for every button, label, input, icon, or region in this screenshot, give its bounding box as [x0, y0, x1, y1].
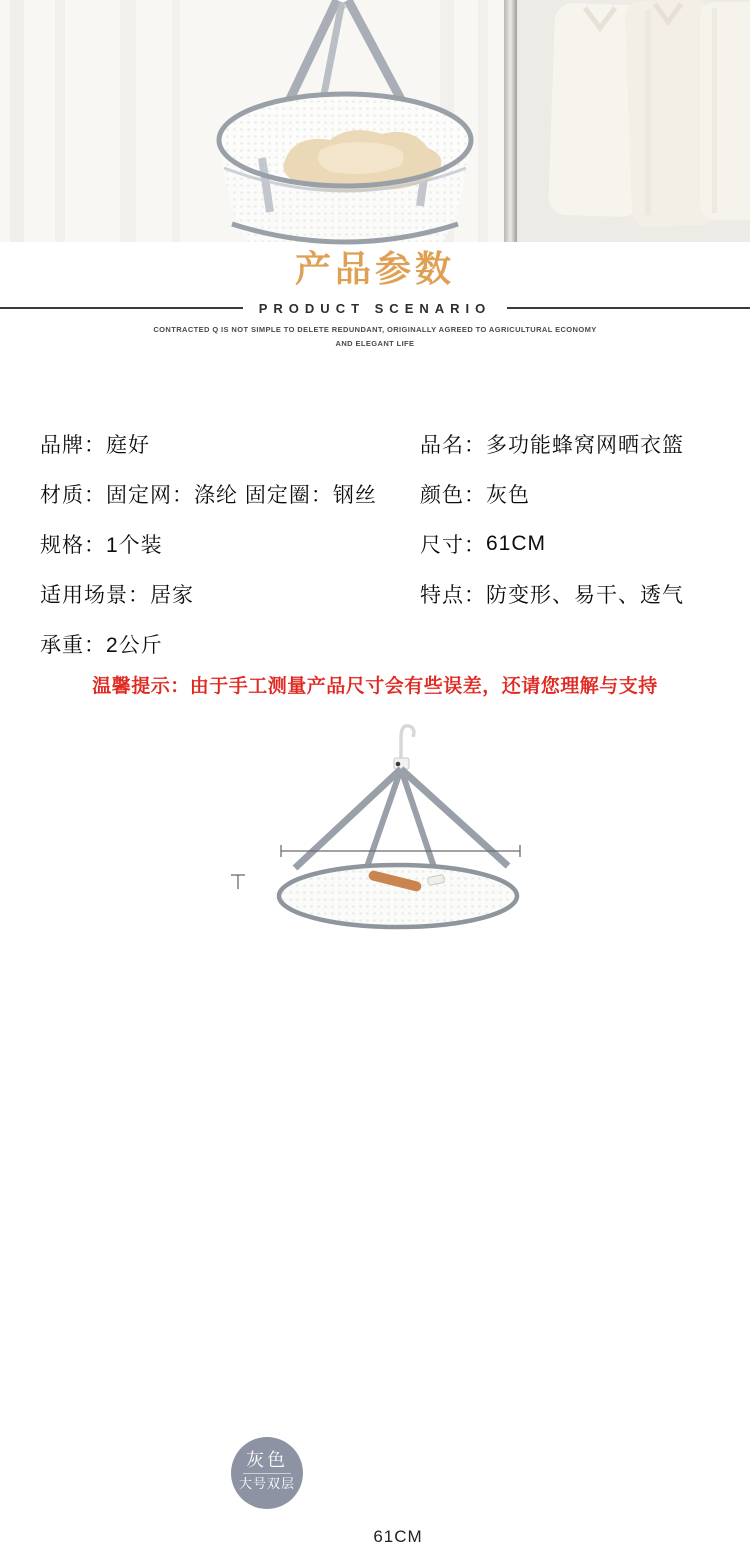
section-title: 产品参数	[294, 248, 455, 289]
bottom-photo-illustration	[0, 700, 750, 889]
spec-label: 尺寸：	[420, 534, 486, 557]
variant-badge-divider	[243, 1473, 291, 1474]
hero-photo-illustration	[0, 0, 750, 242]
spec-value: 防变形、易干、透气	[486, 584, 684, 607]
subtitle-rule-right	[507, 307, 750, 309]
dimension-label: 61CM	[373, 1527, 423, 1546]
bottom-photo	[0, 700, 750, 1546]
spec-value: 2公斤	[106, 634, 163, 657]
spec-column-left	[40, 419, 420, 669]
variant-color-label: 灰色	[246, 1450, 288, 1470]
spec-value: 61CM	[486, 532, 547, 555]
spec-label: 品牌：	[40, 434, 106, 457]
spec-label: 适用场景：	[40, 584, 150, 607]
spec-value: 灰色	[486, 484, 530, 507]
section-subtitle-row	[0, 298, 750, 318]
spec-row-product-name	[420, 419, 730, 469]
spec-row-material	[40, 469, 420, 519]
spec-row-pack	[40, 519, 420, 569]
spec-value: 居家	[150, 584, 194, 607]
spec-value: 庭好	[106, 434, 150, 457]
spec-value: 多功能蜂窝网晒衣篮	[486, 434, 684, 457]
spec-row-size	[420, 519, 730, 569]
spec-label: 特点：	[420, 584, 486, 607]
variant-badge	[231, 1437, 303, 1509]
hero-photo	[0, 0, 750, 242]
spec-label: 品名：	[420, 434, 486, 457]
section-caption: CONTRACTED Q IS NOT SIMPLE TO DELETE REDUNDANT, ORIGINALLY AGREED TO AGRICULTURAL ECONOMY AND ELEGANT LIFE	[153, 325, 597, 348]
spec-value: 1个装	[106, 534, 163, 557]
spec-label: 承重：	[40, 634, 106, 657]
spec-row-brand	[40, 419, 420, 469]
spec-row-scene	[40, 569, 420, 619]
section-subtitle: PRODUCT SCENARIO	[258, 300, 492, 316]
spec-label: 颜色：	[420, 484, 486, 507]
spec-row-load	[40, 619, 420, 669]
spec-row-features	[420, 569, 730, 619]
spec-value: 固定网：涤纶 固定圈：钢丝	[106, 484, 377, 507]
subtitle-rule-left	[0, 307, 243, 309]
variant-size-label: 大号双层	[238, 1476, 295, 1491]
spec-table	[40, 419, 730, 669]
spec-column-right	[420, 419, 730, 669]
spec-label: 材质：	[40, 484, 106, 507]
spec-label: 规格：	[40, 534, 106, 557]
measurement-notice: 温馨提示：由于手工测量产品尺寸会有些误差，还请您理解与支持	[92, 676, 658, 697]
spec-row-color	[420, 469, 730, 519]
